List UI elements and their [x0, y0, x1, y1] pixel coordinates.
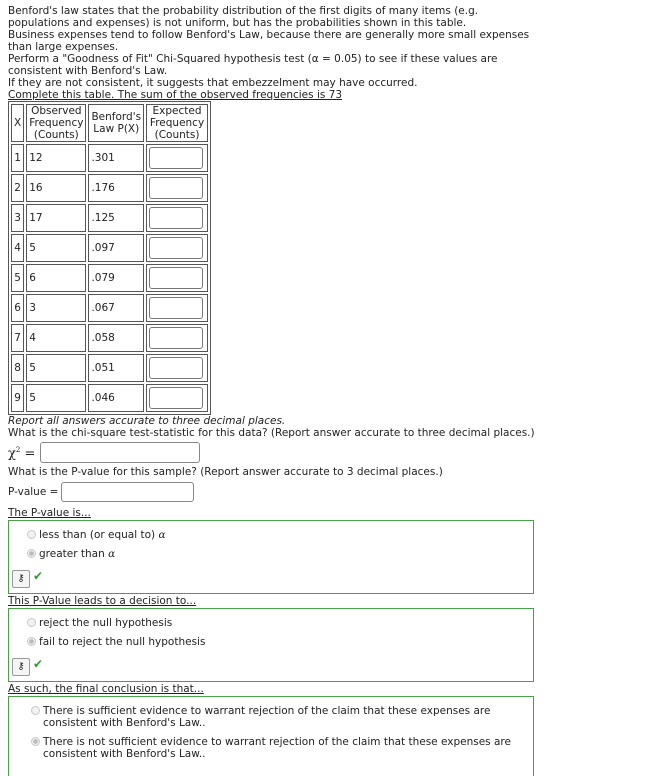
- cell-expected: [146, 204, 208, 232]
- decision-box: [8, 608, 534, 682]
- option-less-than[interactable]: [9, 529, 533, 541]
- cell-x: 6: [11, 294, 24, 322]
- cell-expected: [146, 384, 208, 412]
- cell-x: 9: [11, 384, 24, 412]
- intro-text: [8, 5, 540, 101]
- intro-line: Business expenses tend to follow Benford's Law, because there are generally more small expenses than large expenses.: [8, 29, 530, 53]
- radio-button[interactable]: [27, 618, 36, 627]
- option-label: There is not sufficient evidence to warrant rejection of the claim that these expenses are consistent with Benford's Law..: [43, 736, 511, 760]
- cell-expected: [146, 294, 208, 322]
- option-not-sufficient-evidence[interactable]: [9, 736, 533, 760]
- chi-answer-row: [8, 441, 540, 463]
- answer-tools: [9, 560, 533, 592]
- expected-input[interactable]: [149, 267, 203, 289]
- chi-question: What is the chi-square test-statistic for this data? (Report answer accurate to three decimal places.): [8, 427, 535, 439]
- radio-button[interactable]: [31, 706, 40, 715]
- radio-button[interactable]: [27, 530, 36, 539]
- intro-line: Complete this table. The sum of the observed frequencies is 73: [8, 89, 343, 101]
- cell-x: 7: [11, 324, 24, 352]
- expected-input[interactable]: [149, 327, 203, 349]
- option-reject[interactable]: [9, 617, 533, 629]
- header-x: X: [11, 104, 24, 142]
- chi-letter: χ: [8, 446, 16, 462]
- cell-expected: [146, 264, 208, 292]
- cell-observed: 16: [26, 174, 86, 202]
- intro-line: If they are not consistent, it suggests that embezzelment may have occurred.: [8, 77, 418, 89]
- conclusion-title: As such, the final conclusion is that...: [8, 683, 204, 695]
- expected-input[interactable]: [149, 177, 203, 199]
- cell-probability: .301: [88, 144, 144, 172]
- option-label: greater than: [39, 548, 105, 560]
- cell-expected: [146, 234, 208, 262]
- option-label: There is sufficient evidence to warrant rejection of the claim that these expenses are consistent with Benford's Law..: [43, 705, 491, 729]
- cell-x: 4: [11, 234, 24, 262]
- cell-expected: [146, 354, 208, 382]
- table-row: [11, 144, 208, 172]
- cell-observed: 5: [26, 234, 86, 262]
- chi-square-input[interactable]: [40, 442, 200, 463]
- pvalue-question: What is the P-value for this sample? (Report answer accurate to 3 decimal places.): [8, 466, 443, 478]
- expected-input[interactable]: [149, 237, 203, 259]
- expected-input[interactable]: [149, 297, 203, 319]
- option-label: less than (or equal to): [39, 529, 156, 541]
- header-benford: Benford's Law P(X): [88, 104, 144, 142]
- cell-probability: .046: [88, 384, 144, 412]
- pvalue-comparison-box: [8, 520, 534, 594]
- table-row: [11, 324, 208, 352]
- cell-expected: [146, 144, 208, 172]
- key-icon[interactable]: ⚷: [12, 658, 30, 676]
- option-label: fail to reject the null hypothesis: [39, 636, 206, 648]
- chi-exponent: 2: [15, 445, 21, 454]
- alpha-symbol: α: [108, 548, 116, 560]
- key-icon[interactable]: ⚷: [12, 570, 30, 588]
- cell-x: 1: [11, 144, 24, 172]
- chi-square-symbol: [8, 444, 40, 460]
- report-note: Report all answers accurate to three decimal places.: [8, 415, 286, 427]
- option-sufficient-evidence[interactable]: [9, 705, 533, 729]
- cell-observed: 3: [26, 294, 86, 322]
- expected-input[interactable]: [149, 147, 203, 169]
- cell-observed: 5: [26, 384, 86, 412]
- cell-probability: .058: [88, 324, 144, 352]
- decision-title: This P-Value leads to a decision to...: [8, 595, 197, 607]
- table-row: [11, 204, 208, 232]
- table-row: [11, 264, 208, 292]
- alpha-symbol: α: [158, 529, 166, 541]
- cell-probability: .079: [88, 264, 144, 292]
- expected-input[interactable]: [149, 207, 203, 229]
- cell-probability: .051: [88, 354, 144, 382]
- intro-line: Benford's law states that the probability distribution of the first digits of many items (e.g. populations and expenses) is not uniform, but has the probabilities shown in this table.: [8, 5, 479, 29]
- table-row: [11, 384, 208, 412]
- cell-observed: 12: [26, 144, 86, 172]
- check-icon: ✔: [33, 657, 44, 671]
- option-fail-to-reject[interactable]: [9, 636, 533, 648]
- pvalue-comparison-title: The P-value is...: [8, 507, 91, 519]
- cell-expected: [146, 174, 208, 202]
- cell-observed: 4: [26, 324, 86, 352]
- cell-expected: [146, 324, 208, 352]
- cell-probability: .176: [88, 174, 144, 202]
- radio-button-selected[interactable]: [27, 637, 36, 646]
- answer-tools: [9, 648, 533, 680]
- option-greater-than[interactable]: [9, 548, 533, 560]
- radio-button-selected[interactable]: [27, 549, 36, 558]
- cell-x: 3: [11, 204, 24, 232]
- cell-observed: 6: [26, 264, 86, 292]
- radio-button-selected[interactable]: [31, 737, 40, 746]
- chi-equals: =: [24, 446, 36, 462]
- pvalue-answer-row: [8, 482, 540, 502]
- cell-probability: .125: [88, 204, 144, 232]
- table-row: [11, 294, 208, 322]
- cell-observed: 5: [26, 354, 86, 382]
- cell-x: 8: [11, 354, 24, 382]
- frequency-table: [8, 101, 211, 415]
- header-observed: Observed Frequency (Counts): [26, 104, 86, 142]
- cell-x: 5: [11, 264, 24, 292]
- expected-input[interactable]: [149, 357, 203, 379]
- cell-probability: .067: [88, 294, 144, 322]
- table-row: [11, 354, 208, 382]
- expected-input[interactable]: [149, 387, 203, 409]
- cell-observed: 17: [26, 204, 86, 232]
- conclusion-box: [8, 696, 534, 776]
- cell-x: 2: [11, 174, 24, 202]
- check-icon: ✔: [33, 569, 44, 583]
- table-row: [11, 234, 208, 262]
- pvalue-input[interactable]: [61, 482, 194, 502]
- option-label: reject the null hypothesis: [39, 617, 173, 629]
- header-expected: Expected Frequency (Counts): [146, 104, 208, 142]
- cell-probability: .097: [88, 234, 144, 262]
- intro-line: Perform a "Goodness of Fit" Chi-Squared hypothesis test (α = 0.05) to see if these values are consistent with Benford's Law.: [8, 53, 498, 77]
- table-row: [11, 174, 208, 202]
- pvalue-label: P-value =: [8, 486, 59, 498]
